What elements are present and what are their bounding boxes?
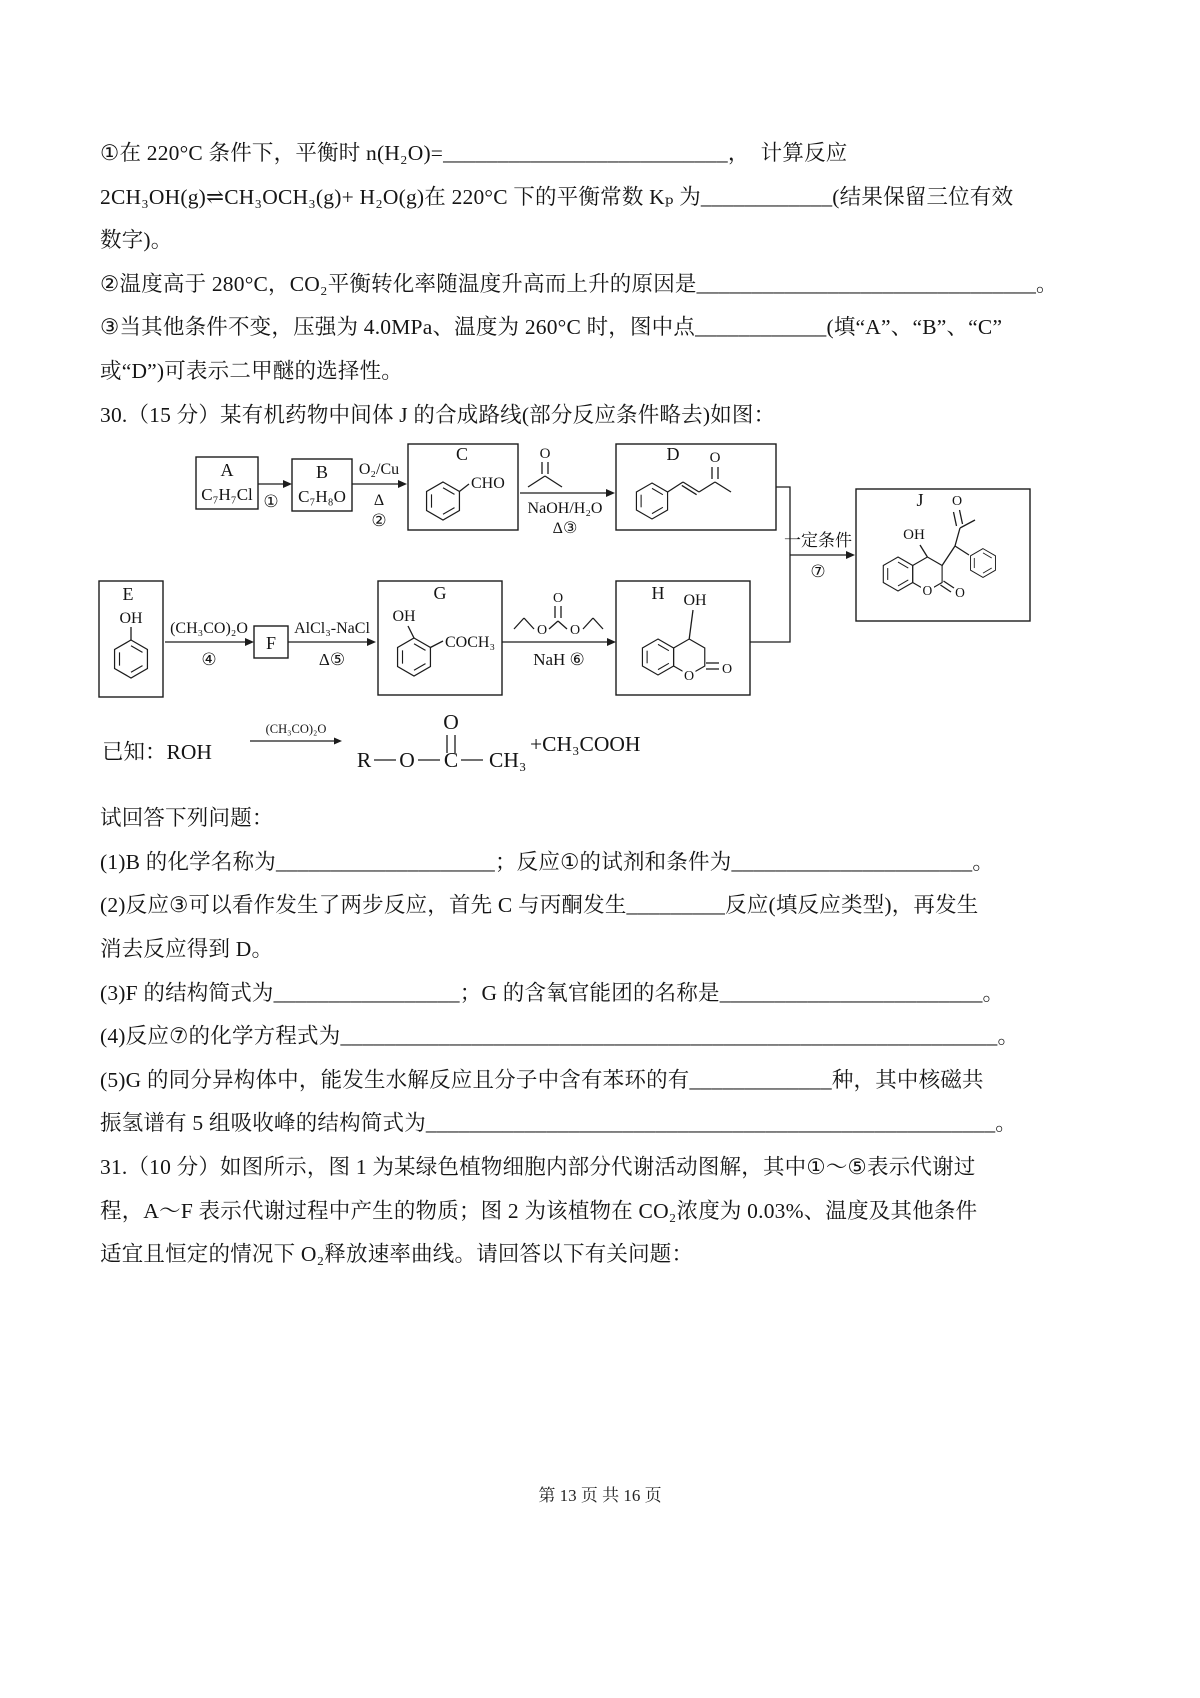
text-line: ③当其他条件不变，压强为 4.0MPa、温度为 260°C 时，图中点____________(填“A”、“B”、“C” (100, 315, 1003, 340)
bond (528, 476, 545, 487)
compound-j-product (856, 489, 1030, 621)
known-prefix: 已知：ROH (102, 740, 212, 765)
step-2-number: ② (371, 511, 387, 531)
step-3-number: Δ③ (552, 520, 578, 538)
compound-box (616, 444, 776, 530)
ester-oxygen: O (569, 623, 581, 639)
bond (668, 482, 683, 492)
compound-f-box (254, 626, 288, 658)
ring-oxygen: O (922, 583, 933, 599)
bond (408, 626, 414, 638)
compound-a-formula: C₇H₇Cl (201, 485, 253, 505)
benzene-ring (398, 638, 431, 676)
compound-c-benzaldehyde (408, 444, 518, 530)
benzene-ring (427, 482, 460, 520)
double-bond (682, 486, 697, 495)
text-line: 数字)。 (100, 228, 173, 253)
step-4-reagent: (CH₃CO)₂O (170, 620, 248, 638)
carbonyl-oxygen: O (552, 591, 564, 607)
compound-f-label: F (265, 633, 277, 654)
compound-g-hydroxyacetophenone (378, 581, 502, 695)
text-line: 适宜且恒定的情况下 O₂释放速率曲线。请回答以下有关问题： (100, 1242, 694, 1267)
hydroxyl-group: OH (119, 610, 143, 628)
carbonyl-oxygen: O (955, 585, 965, 601)
compound-a-label: A (220, 460, 234, 481)
bond (715, 482, 731, 492)
question-31-block (100, 1146, 1112, 1277)
arrow-step-7 (784, 531, 855, 581)
hydroxyl-group: OH (683, 592, 707, 610)
compound-e-label: E (122, 584, 134, 605)
phenyl-ring (971, 549, 996, 578)
cho-group: CHO (471, 475, 505, 493)
text-line: ①在 220°C 条件下，平衡时 n(H₂O)=__________________________， 计算反应 (100, 141, 848, 165)
ring-oxygen: O (683, 669, 695, 685)
bond (689, 610, 693, 639)
double-bond (960, 510, 963, 524)
bond (593, 618, 603, 629)
ester-oxygen: O (536, 623, 548, 639)
compound-b-label: B (315, 462, 329, 483)
question-29-block (100, 132, 1112, 394)
arrow-step-1 (258, 480, 292, 511)
bond (583, 618, 593, 629)
arrowhead (283, 480, 292, 488)
step-1-number: ① (263, 492, 279, 512)
step-6-reagent: NaH ⑥ (533, 650, 585, 670)
carbonyl-oxygen: O (443, 711, 459, 735)
arrow-step-3 (520, 489, 615, 537)
step-7-number: ⑦ (810, 562, 826, 582)
text-line: 振氢谱有 5 组吸收峰的结构简式为____________________________________________________。 (100, 1111, 1018, 1136)
arrowhead (606, 489, 615, 497)
step-5-reagent: AlCl₃-NaCl (294, 620, 370, 638)
benzene-ring (115, 640, 148, 678)
bond (558, 621, 567, 629)
bond (430, 641, 443, 648)
carbonyl-oxygen: O (721, 662, 733, 678)
methyl-group: CH₃ (489, 748, 527, 773)
compound-c-label: C (455, 444, 469, 465)
byproduct: +CH₃COOH (530, 732, 641, 757)
text-line: (4)反应⑦的化学方程式为____________________________________________________________。 (100, 1024, 1020, 1049)
bond (459, 484, 469, 492)
double-bond (941, 585, 952, 592)
arrow-step-6 (502, 638, 616, 669)
acetyl-group: COCH₃ (445, 634, 496, 652)
text-line: 试回答下列问题： (100, 806, 274, 831)
bond (514, 618, 524, 629)
benzene-ring (883, 557, 912, 591)
text-line: (3)F 的结构简式为_________________；G 的含氧官能团的名称是________________________。 (100, 980, 1005, 1005)
step-3-reagent: NaOH/H₂O (527, 500, 603, 518)
r-group: R (356, 748, 372, 773)
connector-from-h (750, 555, 790, 642)
step-7-condition: 一定条件 (784, 531, 852, 551)
bond (545, 476, 562, 487)
text-line: 程，A～F 表示代谢过程中产生的物质；图 2 为该植物在 CO₂浓度为 0.03%、温度及其他条件 (100, 1198, 978, 1223)
double-bond (954, 512, 957, 526)
carbonyl-oxygen: O (709, 450, 721, 467)
compound-d-benzalacetone (616, 444, 776, 530)
arrowhead (334, 738, 342, 745)
double-bond (944, 581, 955, 588)
text-line: 或“D”)可表示二甲醚的选择性。 (100, 358, 403, 383)
step-4-number: ④ (201, 650, 217, 670)
arrow-step-4 (165, 620, 254, 669)
text-line: (5)G 的同分异构体中，能发生水解反应且分子中含有苯环的有_____________种，其中核磁共 (100, 1067, 984, 1092)
carbonyl-carbon: C (443, 748, 459, 773)
diethyl-carbonate-structure (514, 591, 603, 638)
bond (524, 618, 534, 629)
step-2-reagent: O₂/Cu (358, 461, 400, 479)
arrowhead (398, 480, 407, 488)
benzene-ring (642, 639, 673, 675)
compound-j-label: J (916, 490, 924, 511)
acetone-oxygen: O (539, 446, 551, 463)
compound-box (856, 489, 1030, 621)
hydroxyl-group: OH (392, 608, 416, 626)
known-reagent: (CH₃CO)₂O (265, 722, 327, 737)
ester-oxygen: O (399, 748, 415, 773)
bond (955, 546, 969, 555)
compound-d-label: D (666, 444, 680, 465)
text-line: (2)反应③可以看作发生了两步反应，首先 C 与丙酮发生_________反应(填反应类型)，再发生 (100, 893, 979, 918)
arrowhead (367, 638, 376, 646)
bond (955, 528, 960, 546)
compound-h-hydroxycoumarin (616, 581, 750, 695)
question-30-intro: 30.（15 分）某有机药物中间体 J 的合成路线(部分反应条件略去)如图： (100, 402, 776, 427)
step-5-number: Δ⑤ (318, 650, 346, 670)
compound-b-box (292, 459, 352, 511)
hydroxyl-group: OH (903, 527, 925, 544)
arrowhead (245, 638, 254, 646)
compound-h-label: H (651, 583, 665, 604)
compound-e-phenol (99, 581, 163, 697)
text-line: ②温度高于 280°C，CO₂平衡转化率随温度升高而上升的原因是_______________________________。 (100, 271, 1058, 296)
acetone-structure (528, 446, 562, 487)
bond (699, 482, 715, 492)
compound-b-formula: C₇H₈O (298, 487, 346, 507)
text-line: (1)B 的化学名称为____________________；反应①的试剂和条件为______________________。 (100, 849, 995, 874)
compound-g-label: G (433, 583, 447, 604)
question-30-questions (100, 797, 1112, 1146)
known-reaction (100, 711, 720, 791)
text-line: 消去反应得到 D。 (100, 936, 274, 961)
compound-a-box (196, 457, 258, 509)
arrowhead (846, 551, 855, 559)
text-line: 31.（10 分）如图所示，图 1 为某绿色植物细胞内部分代谢活动图解，其中①～⑤表示代谢过 (100, 1154, 976, 1179)
page-number: 第 13 页 共 16 页 (538, 1486, 662, 1505)
synthesis-route-diagram (98, 443, 1038, 703)
text-line: 2CH₃OH(g)⇌CH₃OCH₃(g)+ H₂O(g)在 220°C 下的平衡常数 Kₚ 为____________(结果保留三位有效 (100, 184, 1014, 209)
arrowhead (607, 638, 616, 646)
bond (920, 545, 927, 557)
step-2-condition: Δ (373, 492, 385, 510)
arrow-step-5 (288, 620, 376, 669)
benzene-ring (636, 483, 667, 519)
ketone-oxygen: O (951, 494, 963, 510)
arrow-step-2 (352, 461, 407, 530)
bond (942, 546, 955, 566)
bond (549, 621, 558, 629)
